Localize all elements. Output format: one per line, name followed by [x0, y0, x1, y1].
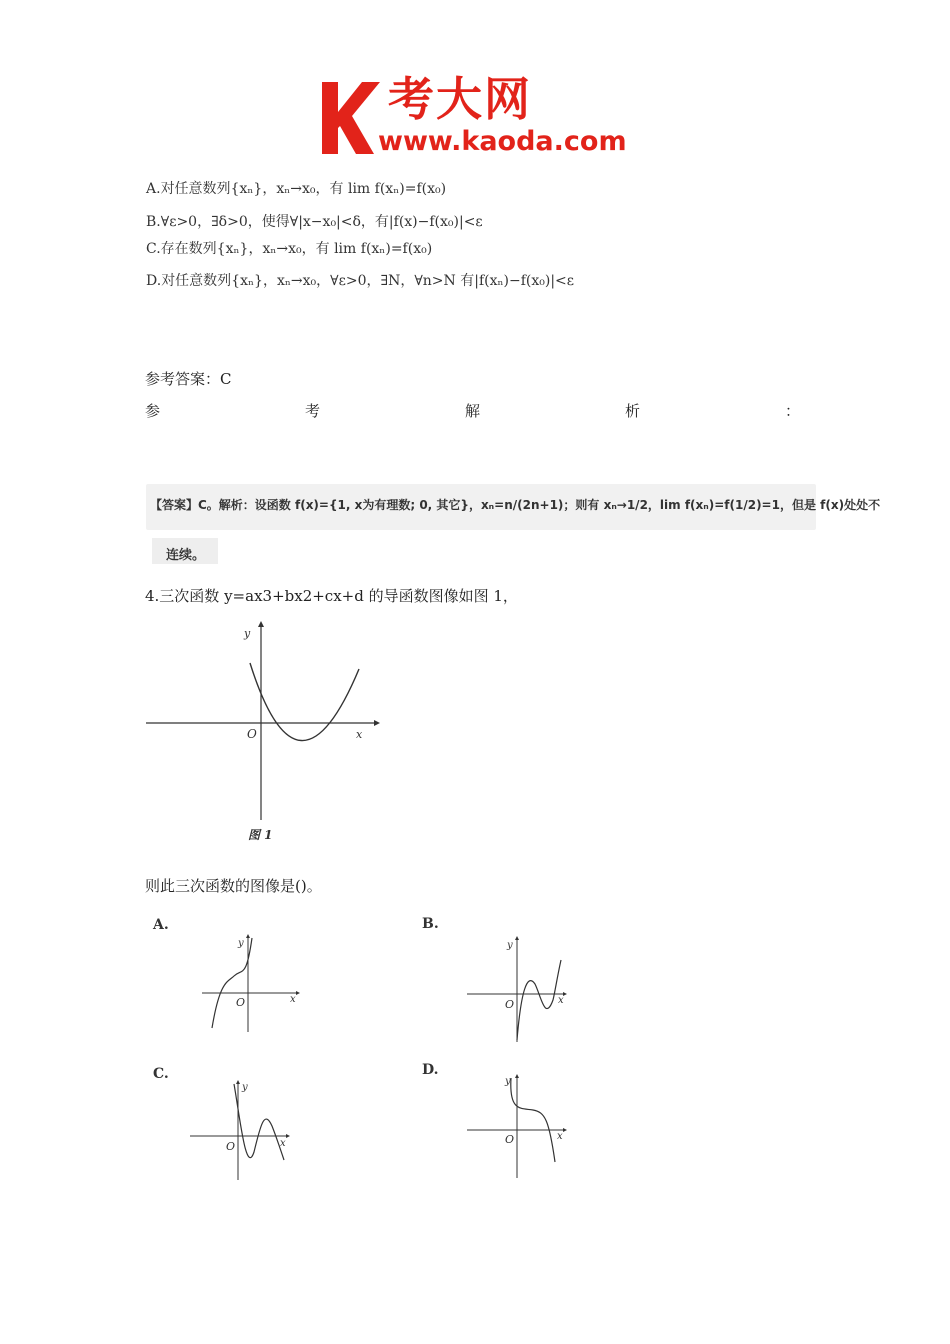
fig1-x-label: x: [356, 728, 363, 741]
question-4: 4.三次函数 y=ax3+bx2+cx+d 的导函数图像如图 1，: [145, 587, 518, 605]
fig1-derivative-curve: [250, 663, 359, 741]
choice-c-origin-label: O: [226, 1140, 236, 1153]
fig1-y-arrow: [258, 621, 264, 627]
option-d: [146, 272, 574, 290]
analysis-text-cont: 连续。: [166, 548, 206, 563]
option-c-text: 存在数列{xₙ}，xₙ→x₀，有 lim f(xₙ)=f(x₀): [160, 241, 433, 257]
choice-a-label: A.: [153, 917, 169, 933]
option-d-letter: D.: [146, 273, 162, 289]
choice-a-y-label: y: [238, 938, 244, 949]
option-a: [146, 180, 446, 198]
option-b: [146, 213, 483, 231]
choice-b-graph: [465, 932, 575, 1047]
analysis-text: 【答案】C。解析：设函数 f(x)={1, x为有理数; 0, 其它}，xₙ=n/(2n+1)；则有 xₙ→1/2，lim f(xₙ)=f(1/2)=1，但是 f(x)处处不: [150, 498, 881, 512]
analysis-label: [145, 400, 800, 421]
figure-1: [140, 615, 390, 850]
option-c: [146, 240, 432, 258]
reference-answer: 参考答案：C: [145, 370, 232, 388]
choice-b-origin-label: O: [505, 998, 515, 1011]
choice-c-x-label: x: [280, 1138, 286, 1149]
analysis-label-char: 析: [624, 402, 640, 420]
choice-a-origin-label: O: [236, 996, 246, 1009]
choice-b-x-label: x: [558, 995, 564, 1006]
logo-url: www.kaoda.com: [378, 126, 627, 157]
choice-d-graph: [465, 1072, 575, 1182]
option-b-letter: B.: [146, 214, 161, 230]
option-a-letter: A.: [146, 181, 161, 197]
question-prompt: 则此三次函数的图像是()。: [145, 877, 322, 895]
choice-d-y-label: y: [505, 1076, 511, 1087]
fig1-origin-label: O: [247, 727, 257, 741]
choice-b-label: B.: [422, 916, 439, 932]
choice-c-y-label: y: [242, 1082, 248, 1093]
analysis-label-char: 考: [304, 402, 320, 420]
option-b-text: ∀ε>0，∃δ>0，使得∀|x−x₀|<δ，有|f(x)−f(x₀)|<ε: [160, 214, 483, 230]
fig1-caption: 图 1: [248, 828, 273, 842]
choice-a-x-label: x: [290, 994, 296, 1005]
choice-d-x-label: x: [557, 1131, 563, 1142]
choice-c-graph: [188, 1078, 298, 1183]
choice-d-label: D.: [422, 1062, 439, 1078]
analysis-label-char: 解: [464, 402, 480, 420]
option-a-text: 对任意数列{xₙ}，xₙ→x₀，有 lim f(xₙ)=f(x₀): [160, 181, 447, 197]
choice-b-y-label: y: [507, 940, 513, 951]
logo-title: 考大网: [388, 72, 532, 126]
choice-a-graph: [198, 930, 308, 1035]
analysis-label-char: 参: [145, 402, 161, 420]
choice-d-origin-label: O: [505, 1133, 515, 1146]
kaoda-logo: [318, 72, 648, 162]
choice-c-label: C.: [153, 1066, 169, 1082]
analysis-label-char: ：: [784, 402, 800, 420]
fig1-x-arrow: [374, 720, 380, 726]
option-d-text: 对任意数列{xₙ}，xₙ→x₀，∀ε>0，∃N，∀n>N 有|f(xₙ)−f(x₀)|<ε: [161, 273, 575, 289]
logo-k-mark: [318, 78, 380, 158]
option-c-letter: C.: [146, 241, 161, 257]
fig1-y-label: y: [244, 627, 251, 640]
